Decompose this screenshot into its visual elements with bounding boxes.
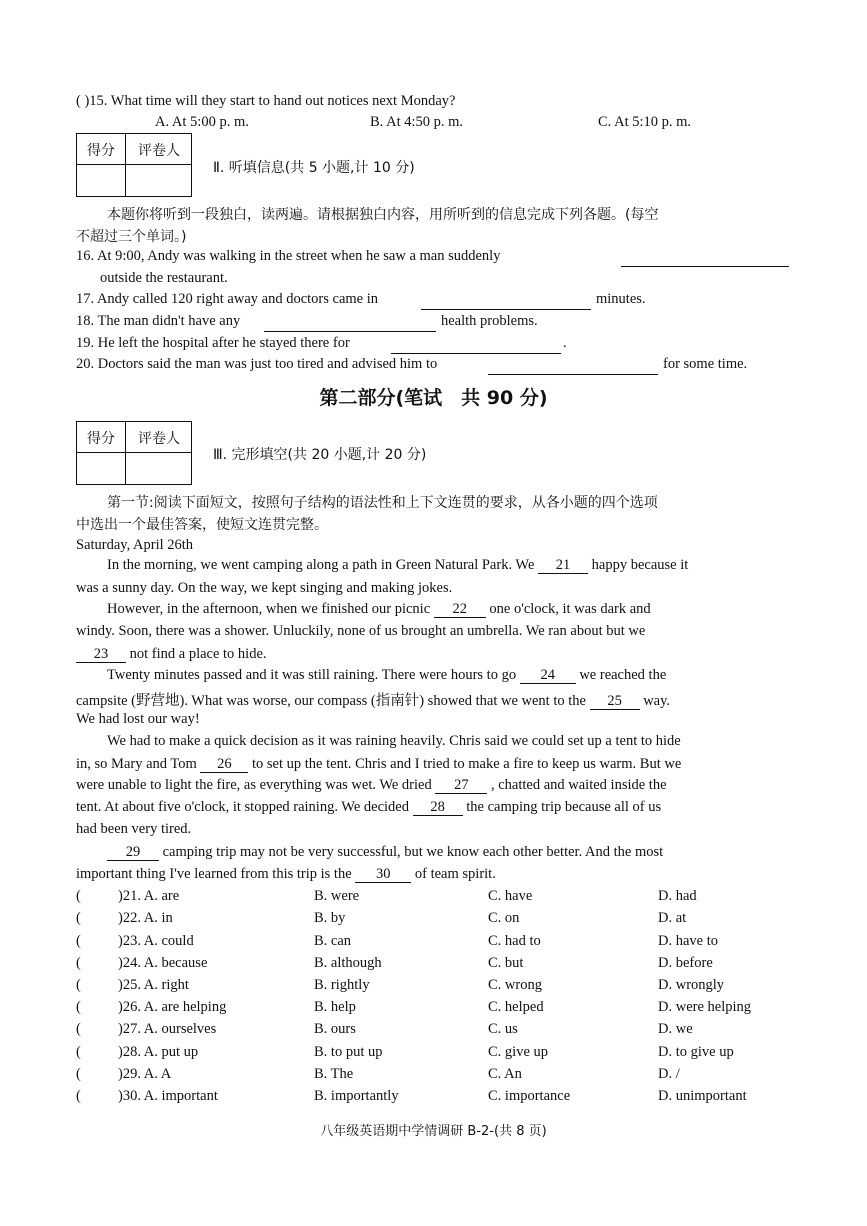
q15-option-b: B. At 4:50 p. m. [370,114,464,130]
q20-answer-blank[interactable] [488,358,658,375]
blank-28: 28 [413,800,463,816]
blank-22: 22 [434,602,486,618]
page-footer: 八年级英语期中学情调研 B-2-(共 8 页) [320,1124,547,1139]
passage-line: In the morning, we went camping along a path in Green Natural Park. We 21 happy because it [107,557,689,573]
score-box-section-3 [76,421,192,485]
choice-row-paren[interactable]: ( [76,1021,81,1037]
choice-option-a[interactable]: )30. A. important [118,1088,218,1104]
q18-text: 18. The man didn't have any [76,313,241,329]
choice-option-b[interactable]: B. although [314,955,382,971]
section-3-instruction-line2: 中选出一个最佳答案，使短文连贯完整。 [76,517,328,533]
passage-line: We had to make a quick decision as it was raining heavily. Chris said we could set up a tent to hide [107,733,681,749]
choice-option-c[interactable]: C. helped [488,999,544,1015]
passage-line: tent. At about five o'clock, it stopped raining. We decided 28 the camping trip because all of us [76,799,662,815]
passage-line: were unable to light the fire, as everything was wet. We dried 27 , chatted and waited inside the [76,777,667,793]
section-2-instruction-line1: 本题你将听到一段独白，读两遍。请根据独白内容，用所听到的信息完成下列各题。(每空 [107,207,659,223]
passage-line: in, so Mary and Tom 26 to set up the tent. Chris and I tried to make a fire to keep us warm. But we [76,756,682,772]
passage-line: had been very tired. [76,821,192,837]
q20-text: 20. Doctors said the man was just too tired and advised him to [76,356,438,372]
choice-option-c[interactable]: C. have [488,888,533,904]
choice-row-paren[interactable]: ( [76,888,81,904]
grader-label: 评卷人 [138,143,180,159]
passage-line: campsite (野营地). What was worse, our compass (指南针) showed that we went to the 25 way. [76,693,671,709]
blank-24: 24 [520,668,576,684]
score-label: 得分 [87,143,115,159]
grader-label: 评卷人 [138,431,180,447]
q16-text: 16. At 9:00, Andy was walking in the street when he saw a man suddenly [76,248,501,264]
choice-option-d[interactable]: D. wrongly [658,977,725,993]
blank-26: 26 [200,757,248,773]
choice-option-a[interactable]: )25. A. right [118,977,189,993]
choice-option-d[interactable]: D. before [658,955,713,971]
choice-option-a[interactable]: )24. A. because [118,955,208,971]
choice-option-c[interactable]: C. give up [488,1044,549,1060]
choice-option-d[interactable]: D. / [658,1066,680,1082]
choice-option-b[interactable]: B. importantly [314,1088,399,1104]
choice-option-c[interactable]: C. wrong [488,977,542,993]
q15-stem: ( )15. What time will they start to hand out notices next Monday? [76,93,456,109]
q17-answer-blank[interactable] [421,293,591,310]
blank-27: 27 [435,778,487,794]
q20-text-end: for some time. [663,356,748,372]
q15-option-c: C. At 5:10 p. m. [598,114,692,130]
q16-answer-blank[interactable] [621,250,789,267]
part-2-title: 第二部分(笔试 共 90 分) [319,387,548,409]
choice-option-d[interactable]: D. we [658,1021,693,1037]
passage-line: important thing I've learned from this trip is the 30 of team spirit. [76,866,496,882]
choice-option-a[interactable]: )23. A. could [118,933,194,949]
choice-option-b[interactable]: B. can [314,933,352,949]
q17-text-end: minutes. [596,291,646,307]
q17-text: 17. Andy called 120 right away and doctors came in [76,291,379,307]
blank-23: 23 [76,647,126,663]
choice-option-d[interactable]: D. have to [658,933,718,949]
choice-row-paren[interactable]: ( [76,933,81,949]
choice-row-paren[interactable]: ( [76,1088,81,1104]
passage-line: 23 not find a place to hide. [76,646,267,663]
choice-option-a[interactable]: )26. A. are helping [118,999,227,1015]
choice-option-b[interactable]: B. ours [314,1021,356,1037]
choice-option-c[interactable]: C. importance [488,1088,571,1104]
q19-text-end: . [563,335,567,351]
section-2-instruction-line2: 不超过三个单词。) [76,229,187,245]
choice-option-b[interactable]: B. help [314,999,356,1015]
choice-option-c[interactable]: C. but [488,955,524,971]
choice-row-paren[interactable]: ( [76,999,81,1015]
choice-option-a[interactable]: )21. A. are [118,888,180,904]
choice-option-a[interactable]: )27. A. ourselves [118,1021,217,1037]
choice-option-c[interactable]: C. on [488,910,520,926]
choice-option-b[interactable]: B. The [314,1066,354,1082]
choice-option-a[interactable]: )28. A. put up [118,1044,199,1060]
choice-row-paren[interactable]: ( [76,1044,81,1060]
choice-option-d[interactable]: D. were helping [658,999,752,1015]
section-2-title: Ⅱ. 听填信息(共 5 小题,计 10 分) [213,160,415,176]
blank-30: 30 [355,867,411,883]
passage-line: However, in the afternoon, when we finished our picnic 22 one o'clock, it was dark and [107,601,651,617]
choice-option-d[interactable]: D. at [658,910,687,926]
blank-21: 21 [538,558,588,574]
q16-text-cont: outside the restaurant. [100,270,228,286]
passage-line: windy. Soon, there was a shower. Unluckily, none of us brought an umbrella. We ran about but we [76,623,646,639]
q15-option-a: A. At 5:00 p. m. [155,114,249,130]
passage-line: We had lost our way! [76,711,200,727]
score-label: 得分 [87,431,115,447]
q18-answer-blank[interactable] [264,315,436,332]
q19-answer-blank[interactable] [391,337,561,354]
choice-option-c[interactable]: C. An [488,1066,522,1082]
choice-row-paren[interactable]: ( [76,1066,81,1082]
score-box-section-2 [76,133,192,197]
choice-option-d[interactable]: D. unimportant [658,1088,747,1104]
blank-29: 29 [107,845,159,861]
section-3-instruction-line1: 第一节:阅读下面短文，按照句子结构的语法性和上下文连贯的要求，从各小题的四个选项 [107,495,658,511]
choice-option-a[interactable]: )29. A. A [118,1066,172,1082]
blank-25: 25 [590,694,640,710]
choice-option-b[interactable]: B. were [314,888,360,904]
choice-row-paren[interactable]: ( [76,955,81,971]
choice-option-d[interactable]: D. had [658,888,697,904]
passage-line: Twenty minutes passed and it was still raining. There were hours to go 24 we reached the [107,667,667,683]
passage-date: Saturday, April 26th [76,537,194,553]
choice-option-a[interactable]: )22. A. in [118,910,173,926]
q18-text-end: health problems. [441,313,538,329]
choice-option-b[interactable]: B. to put up [314,1044,383,1060]
choice-row-paren[interactable]: ( [76,977,81,993]
passage-line: was a sunny day. On the way, we kept singing and making jokes. [76,580,453,596]
choice-option-d[interactable]: D. to give up [658,1044,734,1060]
passage-line: 29 camping trip may not be very successful, but we know each other better. And the most [107,844,663,861]
choice-option-b[interactable]: B. rightly [314,977,370,993]
choice-option-c[interactable]: C. had to [488,933,541,949]
choice-option-c[interactable]: C. us [488,1021,518,1037]
q19-text: 19. He left the hospital after he stayed there for [76,335,350,351]
section-3-title: Ⅲ. 完形填空(共 20 小题,计 20 分) [213,447,427,463]
choice-option-b[interactable]: B. by [314,910,346,926]
choice-row-paren[interactable]: ( [76,910,81,926]
